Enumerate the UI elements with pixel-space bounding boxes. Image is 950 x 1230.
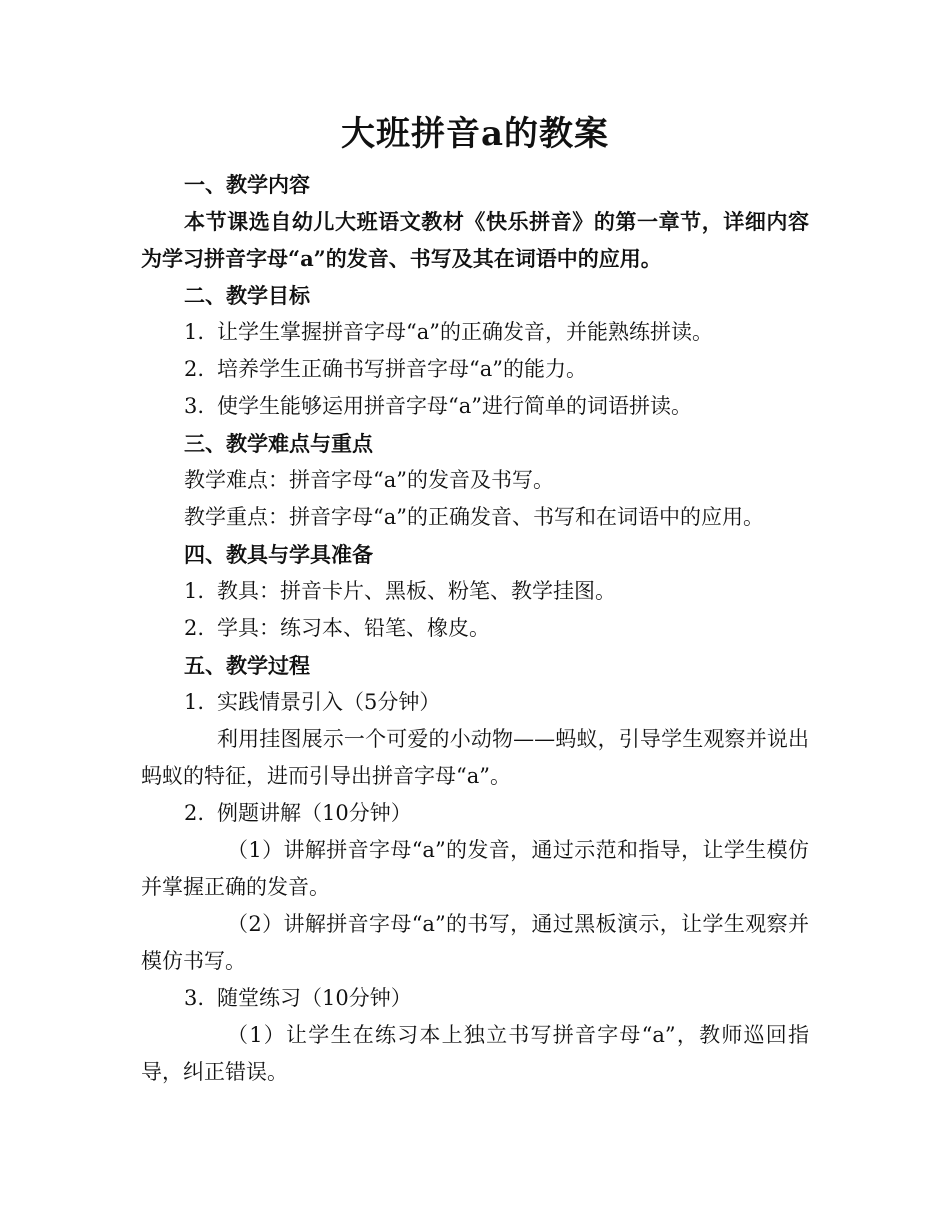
step-title-text: 随堂练习（10分钟） [217,986,412,1010]
list-item [141,573,809,610]
list-item-text: 让学生掌握拼音字母“a”的正确发音，并能熟练拼读。 [217,320,713,344]
difficulty-line: 教学难点：拼音字母“a”的发音及书写。 [184,468,554,492]
list-item-text: 学具：练习本、铅笔、橡皮。 [217,616,490,640]
step-paragraph: （2）讲解拼音字母“a”的书写，通过黑板演示，让学生观察并模仿书写。 [141,912,809,973]
section-heading-objectives: 二、教学目标 [184,283,310,308]
step-title [141,684,809,721]
step-paragraph: （1）让学生在练习本上独立书写拼音字母“a”，教师巡回指导，纠正错误。 [141,1023,809,1084]
list-item [141,314,809,351]
section-heading-content: 一、教学内容 [184,172,310,197]
document-title: 大班拼音a的教案 [340,114,610,154]
focus-line: 教学重点：拼音字母“a”的正确发音、书写和在词语中的应用。 [184,505,764,529]
step-title [141,980,809,1017]
list-item-text: 教具：拼音卡片、黑板、粉笔、教学挂图。 [217,579,616,603]
list-item-text: 使学生能够运用拼音字母“a”进行简单的词语拼读。 [217,394,692,418]
section-heading-process: 五、教学过程 [184,653,310,678]
list-item-text: 培养学生正确书写拼音字母“a”的能力。 [217,357,587,381]
list-item-number: 3. [184,394,205,418]
step-title-text: 实践情景引入（5分钟） [217,690,441,714]
list-item [141,351,809,388]
section-paragraph-content: 本节课选自幼儿大班语文教材《快乐拼音》的第一章节，详细内容为学习拼音字母“a”的发音、书写及其在词语中的应用。 [141,209,809,271]
list-item-number: 2. [184,357,205,381]
list-item-number: 1. [184,579,205,603]
list-item-number: 2. [184,616,205,640]
document-body [141,166,809,1091]
list-item [141,388,809,425]
step-number: 2. [184,801,205,825]
step-paragraph: 利用挂图展示一个可爱的小动物——蚂蚁，引导学生观察并说出蚂蚁的特征，进而引导出拼音字母“a”。 [141,727,809,788]
step-title [141,795,809,832]
list-item-number: 1. [184,320,205,344]
step-number: 3. [184,986,205,1010]
step-number: 1. [184,690,205,714]
step-paragraph: （1）讲解拼音字母“a”的发音，通过示范和指导，让学生模仿并掌握正确的发音。 [141,838,809,899]
section-heading-difficulty-focus: 三、教学难点与重点 [184,431,373,456]
step-title-text: 例题讲解（10分钟） [217,801,412,825]
list-item [141,610,809,647]
section-heading-materials: 四、教具与学具准备 [184,542,373,567]
